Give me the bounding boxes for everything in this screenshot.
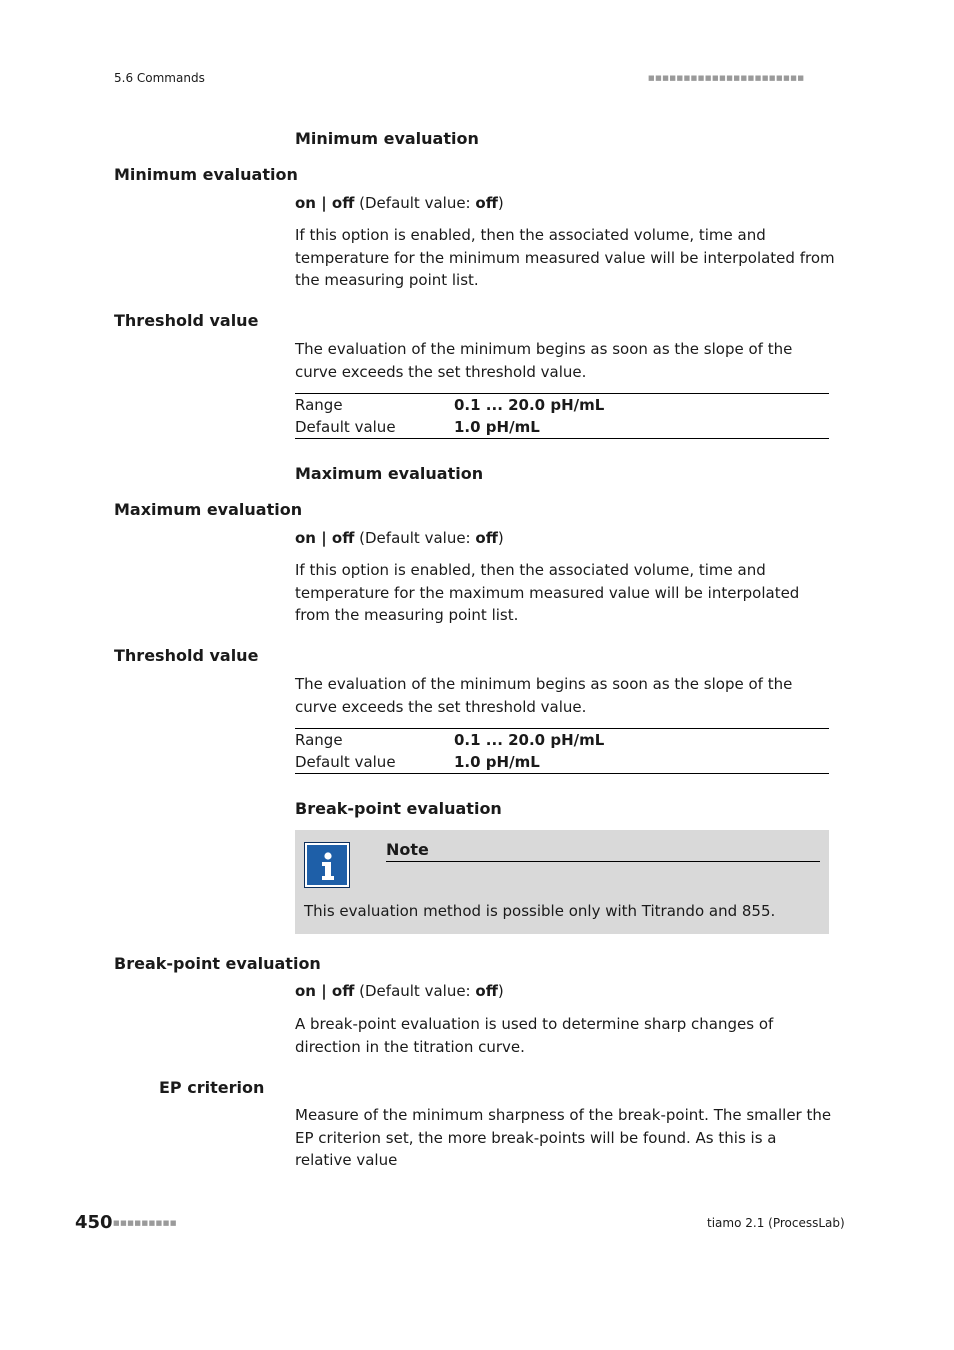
table-row [295, 394, 829, 417]
param-title-ep-criterion: EP criterion [159, 1078, 265, 1097]
table-value: 1.0 pH/mL [454, 753, 540, 771]
param-title-breakpoint: Break-point evaluation [114, 954, 321, 973]
range-table-maximum [295, 728, 829, 774]
table-label: Default value [295, 418, 396, 436]
range-table-minimum [295, 393, 829, 439]
param-title-threshold-maximum: Threshold value [114, 646, 259, 665]
note-box [295, 830, 829, 934]
threshold-description-maximum: The evaluation of the minimum begins as soon as the slope of the curve exceeds the set threshold value. [295, 675, 793, 716]
note-text: This evaluation method is possible only with Titrando and 855. [304, 902, 776, 920]
header-decoration: ■■■■■■■■■■■■■■■■■■■■■■ [648, 74, 805, 82]
section-title-minimum: Minimum evaluation [295, 129, 479, 148]
threshold-description-minimum: The evaluation of the minimum begins as soon as the slope of the curve exceeds the set threshold value. [295, 340, 793, 381]
param-title-threshold-minimum: Threshold value [114, 311, 259, 330]
page-number: 450 [75, 1212, 113, 1233]
footer-product: tiamo 2.1 (ProcessLab) [707, 1216, 845, 1230]
info-icon [304, 842, 350, 888]
table-value: 0.1 ... 20.0 pH/mL [454, 731, 605, 749]
description-minimum: If this option is enabled, then the associated volume, time and temperature for the minimum measured value will be interpolated from the measuring point list. [295, 226, 835, 289]
section-title-breakpoint: Break-point evaluation [295, 799, 502, 818]
onoff-maximum: on | off (Default value: off) [295, 529, 504, 547]
table-row [295, 751, 829, 774]
table-row [295, 729, 829, 752]
table-row [295, 416, 829, 439]
running-header-section: 5.6 Commands [114, 71, 205, 85]
table-label: Default value [295, 753, 396, 771]
table-label: Range [295, 731, 343, 749]
note-title: Note [386, 840, 820, 862]
onoff-breakpoint: on | off (Default value: off) [295, 982, 504, 1000]
table-value: 0.1 ... 20.0 pH/mL [454, 396, 605, 414]
table-value: 1.0 pH/mL [454, 418, 540, 436]
table-label: Range [295, 396, 343, 414]
param-title-maximum: Maximum evaluation [114, 500, 303, 519]
description-ep-criterion: Measure of the minimum sharpness of the break-point. The smaller the EP criterion set, the more break-points will be found. As this is a relative value [295, 1106, 832, 1169]
description-maximum: If this option is enabled, then the associated volume, time and temperature for the maximum measured value will be interpolated from the measuring point list. [295, 561, 800, 624]
description-breakpoint: A break-point evaluation is used to determine sharp changes of direction in the titration curve. [295, 1015, 774, 1056]
param-title-minimum: Minimum evaluation [114, 165, 298, 184]
onoff-minimum: on | off (Default value: off) [295, 194, 504, 212]
section-title-maximum: Maximum evaluation [295, 464, 484, 483]
footer-decoration: ■■■■■■■■■ [113, 1219, 178, 1227]
